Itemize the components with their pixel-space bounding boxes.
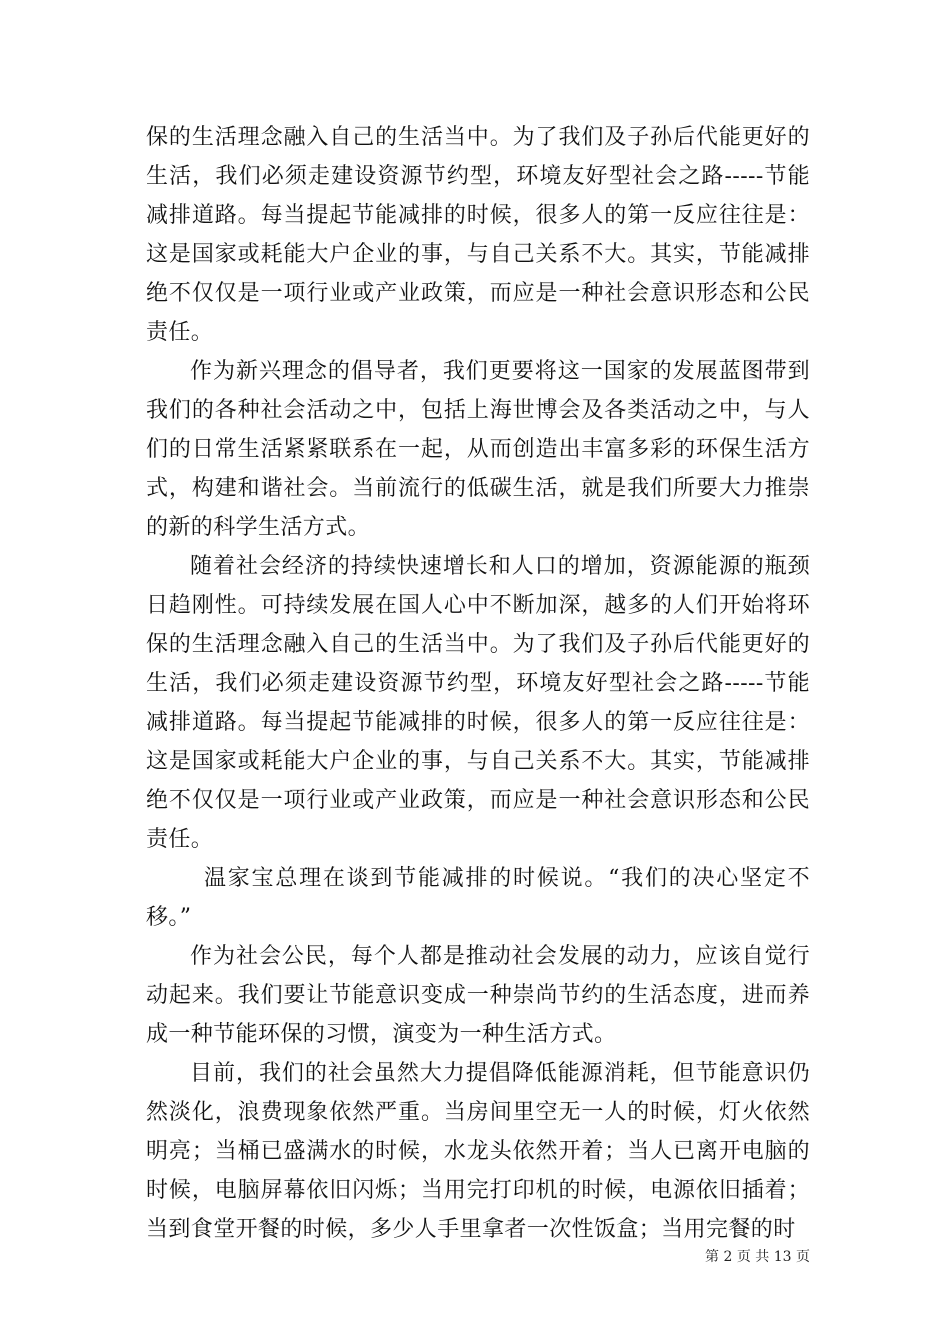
paragraph-continuation: 保的生活理念融入自己的生活当中。为了我们及子孙后代能更好的生活，我们必须走建设资源节约型，环境友好型社会之路-----节能减排道路。每当提起节能减排的时候，很多人的第一反应往往是：这是国家或耗能大户企业的事，与自己关系不大。其实，节能减排绝不仅仅是一项行业或产业政策，而应是一种社会意识形态和公民责任。 — [146, 125, 810, 345]
paragraph-waste-examples: 目前，我们的社会虽然大力提倡降低能源消耗，但节能意识仍然淡化，浪费现象依然严重。当房间里空无一人的时候，灯火依然明亮；当桶已盛满水的时候，水龙头依然开着；当人已离开电脑的时候，电脑屏幕依旧闪烁；当用完打印机的时候，电源依旧插着；当到食堂开餐的时候，多少人手里拿者一次性饭盒；当用完餐的时 — [146, 1061, 810, 1242]
paragraph-citizen-duty: 作为社会公民，每个人都是推动社会发展的动力，应该自觉行动起来。我们要让节能意识变成一种崇尚节约的生活态度，进而养成一种节能环保的习惯，演变为一种生活方式。 — [146, 944, 810, 1047]
body-text — [146, 118, 810, 1249]
page-number-footer: 第 2 页 共 13 页 — [705, 1249, 810, 1265]
paragraph-premier-quote: 温家宝总理在谈到节能减排的时候说。“我们的决心坚定不移。” — [146, 866, 810, 930]
paragraph-economic-growth: 随着社会经济的持续快速增长和人口的增加，资源能源的瓶颈日趋刚性。可持续发展在国人心中不断加深，越多的人们开始将环保的生活理念融入自己的生活当中。为了我们及子孙后代能更好的生活，我们必须走建设资源节约型，环境友好型社会之路-----节能减排道路。每当提起节能减排的时候，很多人的第一反应往往是：这是国家或耗能大户企业的事，与自己关系不大。其实，节能减排绝不仅仅是一项行业或产业政策，而应是一种社会意识形态和公民责任。 — [146, 554, 810, 852]
paragraph-new-concept: 作为新兴理念的倡导者，我们更要将这一国家的发展蓝图带到我们的各种社会活动之中，包括上海世博会及各类活动之中，与人们的日常生活紧紧联系在一起，从而创造出丰富多彩的环保生活方式，构建和谐社会。当前流行的低碳生活，就是我们所要大力推崇的新的科学生活方式。 — [146, 359, 810, 540]
